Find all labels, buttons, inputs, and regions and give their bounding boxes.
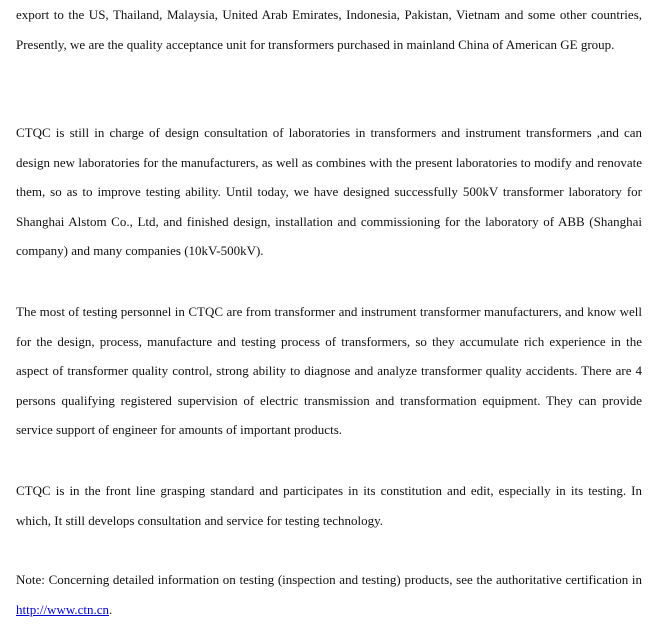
note-suffix: . xyxy=(109,601,113,617)
note-text: Note: Concerning detailed information on testing (inspection and testing) products, see the authoritative certification in xyxy=(16,572,642,587)
paragraph-standards: CTQC is in the front line grasping standard and participates in its constitution and edit, especially in its testing. In which, It still develops consultation and service for testing technology. xyxy=(16,483,642,528)
certification-link[interactable]: http://www.ctn.cn xyxy=(16,601,110,617)
note-paragraph xyxy=(16,565,642,624)
paragraph-export-countries: export to the US, Thailand, Malaysia, United Arab Emirates, Indonesia, Pakistan, Vietnam and some other countries, Presently, we are the quality acceptance unit for transformers purchased in mainland China of American GE group. xyxy=(16,7,642,52)
paragraph-testing-personnel: The most of testing personnel in CTQC are from transformer and instrument transformer manufacturers, and know well for the design, process, manufacture and testing process of transformers, so they accumulate rich experience in the aspect of transformer quality control, strong ability to diagnose and analyze transformer quality accidents. There are 4 persons qualifying registered supervision of electric transmission and transformation equipment. They can provide service support of engineer for amounts of important products. xyxy=(16,304,642,437)
paragraph-laboratory-design: CTQC is still in charge of design consultation of laboratories in transformers and instrument transformers ,and can design new laboratories for the manufacturers, as well as combines with the present laboratories to modify and renovate them, so as to improve testing ability. Until today, we have designed successfully 500kV transformer laboratory for Shanghai Alstom Co., Ltd, and finished design, installation and commissioning for the laboratory of ABB (Shanghai company) and many companies (10kV-500kV). xyxy=(16,125,642,258)
